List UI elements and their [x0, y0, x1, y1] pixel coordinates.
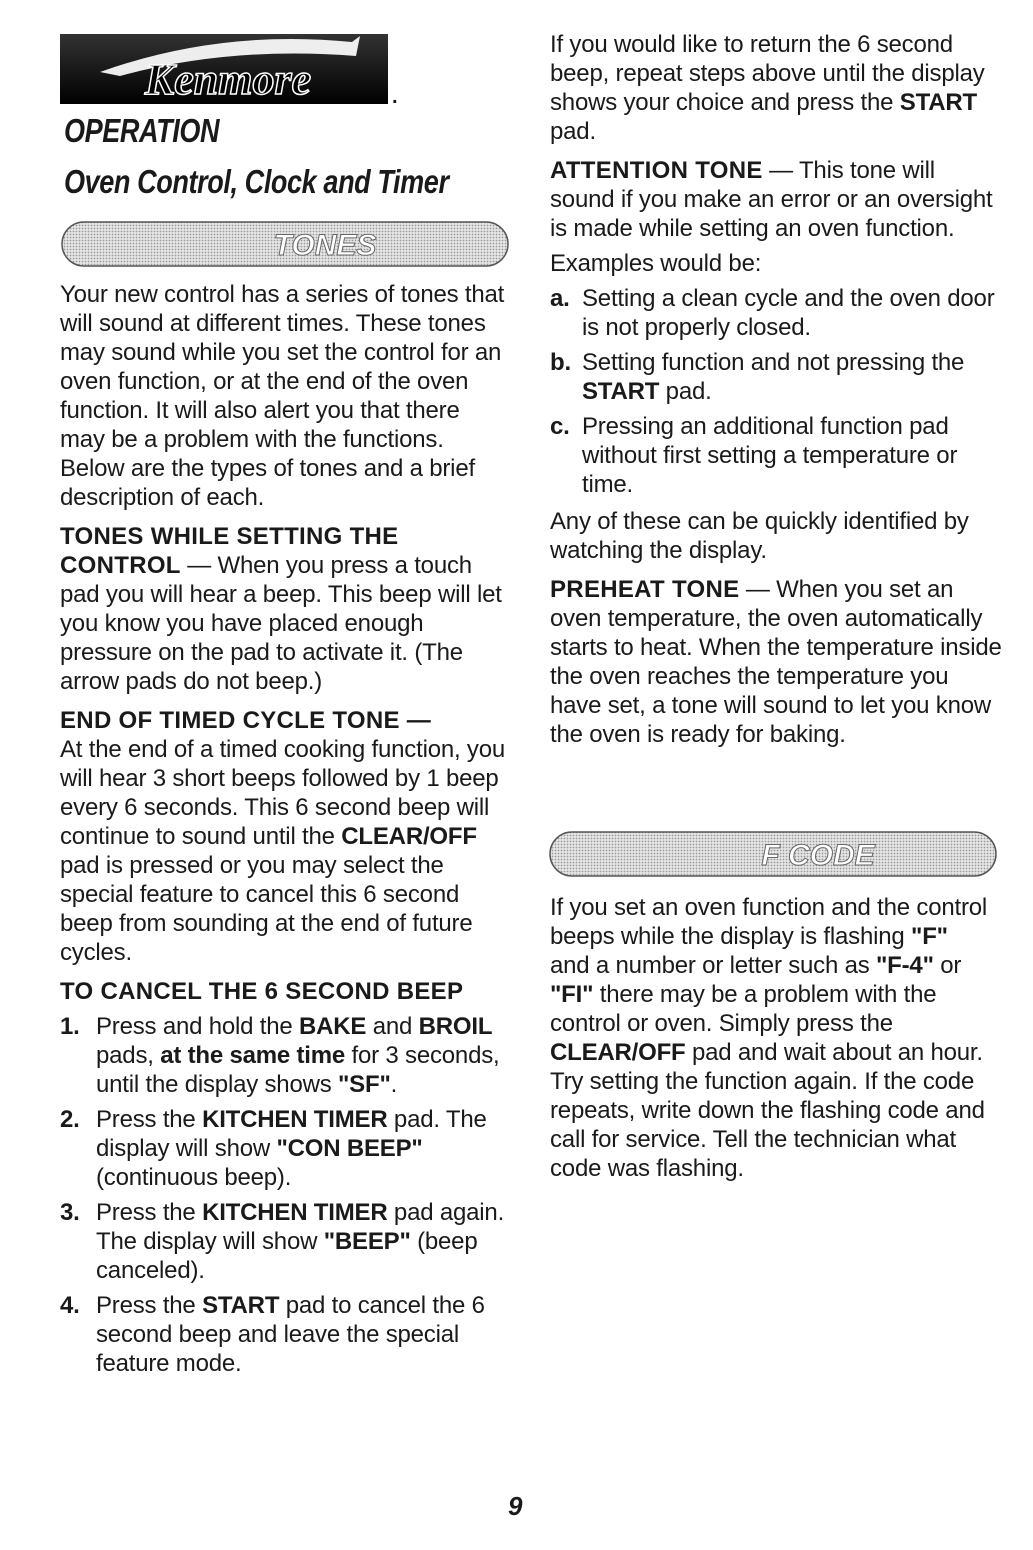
end-cycle-title: END OF TIMED CYCLE TONE —	[60, 707, 432, 734]
attention-body: This tone will sound if you make an error or an oversight is made while setting an oven function.	[550, 157, 993, 242]
return-beep-text: If you would like to return the 6 second beep, repeat steps above until the display shows your choice and press the	[550, 31, 985, 116]
tones-setting-paragraph	[60, 522, 510, 696]
step-text: Press the	[96, 1106, 203, 1133]
preheat-paragraph	[550, 575, 1005, 749]
step-bold: KITCHEN TIMER	[202, 1199, 388, 1226]
step-bold: at the same time	[160, 1042, 346, 1069]
left-column	[60, 280, 510, 1378]
example-item	[550, 412, 1005, 499]
fcode-bold: "F"	[911, 923, 948, 950]
step-text: (beep canceled).	[96, 1228, 478, 1284]
attention-title: ATTENTION TONE	[550, 157, 763, 184]
examples-label: Examples would be:	[550, 250, 762, 277]
preheat-dash: —	[739, 576, 777, 603]
page-number: 9	[508, 1491, 523, 1521]
tones-setting-dash: —	[180, 552, 218, 579]
fcode-banner	[548, 828, 998, 880]
tones-setting-title: TONES WHILE SETTING THE CONTROL	[60, 523, 399, 579]
intro-paragraph: Your new control has a series of tones that will sound at different times. These tones may sound while you set the control for an oven function, or at the end of the oven function. It will also alert you that there may be a problem with the functions. Below are the types of tones and a brief description of each.	[60, 281, 505, 511]
example-text: Setting function and not pressing the	[582, 349, 965, 376]
return-beep-start: START	[899, 89, 978, 116]
example-label: c.	[550, 413, 570, 440]
section-heading: OPERATION	[64, 112, 220, 149]
step-text: .	[390, 1071, 398, 1098]
step-text: pad again. The display will show	[96, 1199, 505, 1255]
end-cycle-clear-off: CLEAR/OFF	[341, 823, 477, 850]
step-number: 4.	[60, 1292, 80, 1319]
cancel-step	[60, 1198, 510, 1285]
step-text: for 3 seconds, until the display shows	[96, 1042, 500, 1098]
step-number: 2.	[60, 1106, 80, 1133]
step-bold: KITCHEN TIMER	[202, 1106, 388, 1133]
logo-dot: .	[392, 86, 398, 108]
step-bold: START	[202, 1292, 280, 1319]
kenmore-logo	[60, 34, 388, 104]
tones-setting-body: When you press a touch pad you will hear a beep. This beep will let you know you have placed enough pressure on the pad to activate it. (The arrow pads do not beep.)	[60, 552, 502, 695]
step-text: pad. The display will show	[96, 1106, 487, 1162]
fcode-section	[550, 893, 990, 1183]
step-number: 3.	[60, 1199, 80, 1226]
example-text: Setting a clean cycle and the oven door is not properly closed.	[582, 285, 995, 341]
fcode-bold: "F-4"	[875, 952, 934, 979]
attention-footer: Any of these can be quickly identified by watching the display.	[550, 508, 969, 564]
cancel-title: TO CANCEL THE 6 SECOND BEEP	[60, 978, 464, 1005]
tones-banner-label: TONES	[273, 229, 377, 262]
step-bold: "SF"	[338, 1071, 391, 1098]
step-text: Press and hold the	[96, 1013, 300, 1040]
step-text: Press the	[96, 1292, 203, 1319]
example-text: pad.	[659, 378, 712, 405]
step-number: 1.	[60, 1013, 80, 1040]
cancel-step	[60, 1291, 510, 1378]
logo-text: Kenmore	[144, 55, 312, 104]
example-bold: START	[582, 378, 660, 405]
right-column	[550, 30, 1005, 749]
tones-banner	[60, 218, 510, 270]
step-bold: BAKE	[299, 1013, 367, 1040]
step-text: pads,	[96, 1042, 161, 1069]
step-bold: "BEEP"	[323, 1228, 411, 1255]
end-cycle-body-1: At the end of a timed cooking function, you will hear 3 short beeps followed by 1 beep every 6 seconds. This 6 second beep will continue to sound until the	[60, 736, 506, 850]
preheat-title: PREHEAT TONE	[550, 576, 740, 603]
attention-dash: —	[762, 157, 799, 184]
fcode-bold: "FI"	[550, 981, 594, 1008]
end-cycle-paragraph	[60, 735, 510, 967]
step-text: Press the	[96, 1199, 203, 1226]
step-text: and	[366, 1013, 419, 1040]
example-label: a.	[550, 285, 570, 312]
cancel-step	[60, 1012, 510, 1099]
return-beep-paragraph	[550, 30, 1005, 146]
end-cycle-body-2: pad is pressed or you may select the special feature to cancel this 6 second beep from sounding at the end of future cycles.	[60, 852, 473, 966]
fcode-text: If you set an oven function and the control beeps while the display is flashing	[550, 894, 988, 950]
fcode-paragraph	[550, 893, 990, 1183]
fcode-text: and a number or letter such as	[550, 952, 876, 979]
attention-paragraph	[550, 156, 1005, 243]
example-label: b.	[550, 349, 571, 376]
fcode-banner-label: F CODE	[761, 839, 875, 872]
page-subtitle: Oven Control, Clock and Timer	[64, 163, 449, 200]
fcode-text: there may be a problem with the control or oven. Simply press the	[550, 981, 937, 1037]
example-item	[550, 348, 1005, 406]
step-bold: BROIL	[418, 1013, 493, 1040]
fcode-text: or	[933, 952, 962, 979]
step-bold: "CON BEEP"	[276, 1135, 423, 1162]
fcode-text: pad and wait about an hour. Try setting the function again. If the code repeats, write down the flashing code and call for service. Tell the technician what code was flashing.	[550, 1039, 985, 1182]
step-text: (continuous beep).	[96, 1164, 292, 1191]
fcode-bold: CLEAR/OFF	[550, 1039, 686, 1066]
example-item	[550, 284, 1005, 342]
step-text: pad to cancel the 6 second beep and leave the special feature mode.	[96, 1292, 485, 1377]
preheat-body: When you set an oven temperature, the oven automatically starts to heat. When the temperature inside the oven reaches the temperature you have set, a tone will sound to let you know the oven is ready for baking.	[550, 576, 1002, 748]
cancel-step	[60, 1105, 510, 1192]
example-text: Pressing an additional function pad without first setting a temperature or time.	[582, 413, 958, 498]
return-beep-text-2: pad.	[550, 118, 596, 145]
